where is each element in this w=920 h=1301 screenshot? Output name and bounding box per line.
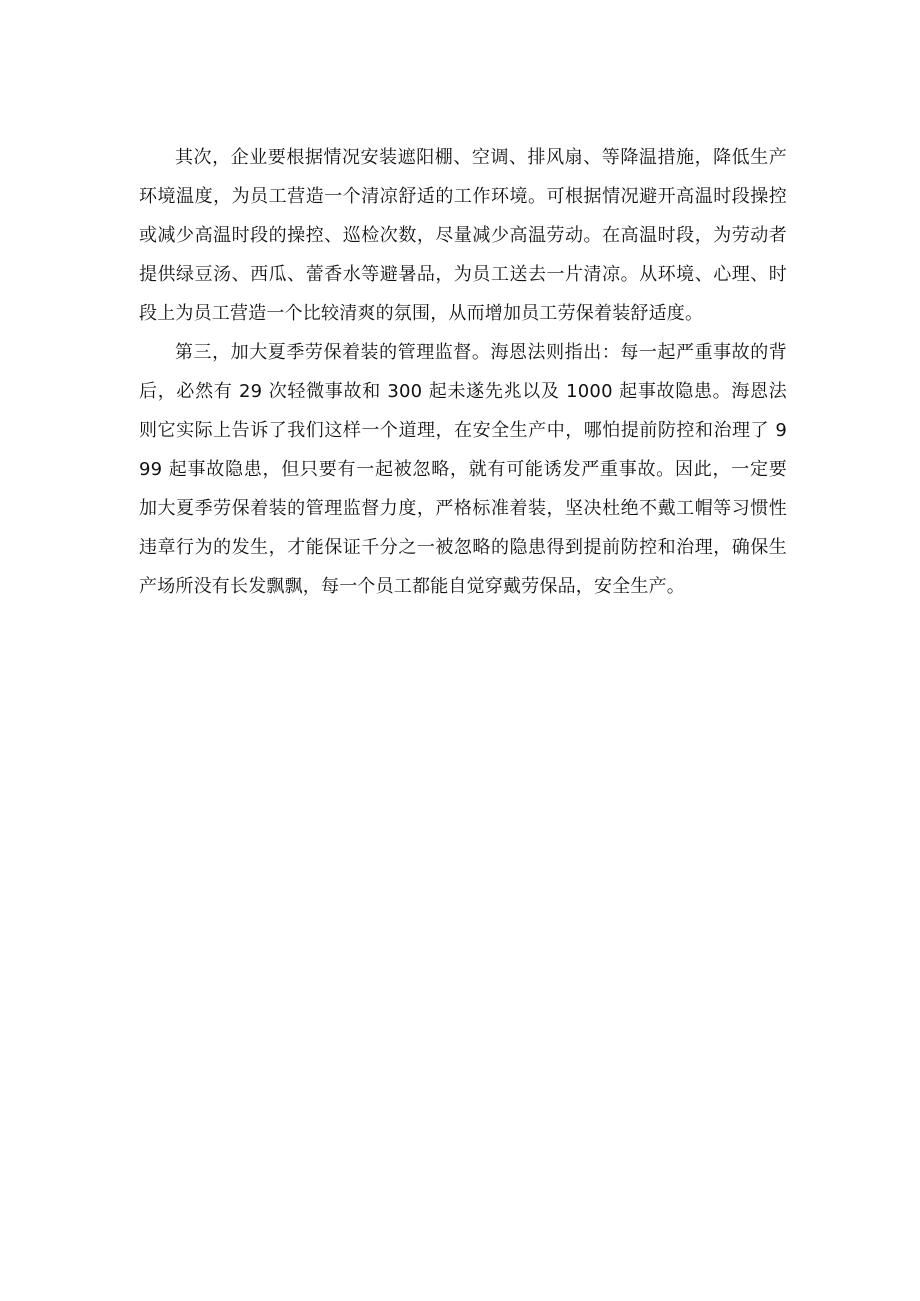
paragraph-cooling-measures: 其次，企业要根据情况安装遮阳棚、空调、排风扇、等降温措施，降低生产环境温度，为员工营造一个清凉舒适的工作环境。可根据情况避开高温时段操控或减少高温时段的操控、巡检次数，尽量减少高温劳动。在高温时段，为劳动者提供绿豆汤、西瓜、蕾香水等避暑品，为员工送去一片清凉。从环境、心理、时段上为员工营造一个比较清爽的氛围，从而增加员工劳保着装舒适度。 <box>139 147 787 324</box>
paragraph-management-supervision: 第三，加大夏季劳保着装的管理监督。海恩法则指出：每一起严重事故的背后，必然有 29 次轻微事故和 300 起未遂先兆以及 1000 起事故隐患。海恩法则它实际上告诉了我们这样一个道理，在安全生产中，哪怕提前防控和治理了 999 起事故隐患，但只要有一起被忽略，就有可能诱发严重事故。因此，一定要加大夏季劳保着装的管理监督力度，严格标准着装，坚决杜绝不戴工帽等习惯性违章行为的发生，才能保证千分之一被忽略的隐患得到提前防控和治理，确保生产场所没有长发飘飘，每一个员工都能自觉穿戴劳保品，安全生产。 <box>139 342 787 597</box>
document-body <box>139 138 787 606</box>
